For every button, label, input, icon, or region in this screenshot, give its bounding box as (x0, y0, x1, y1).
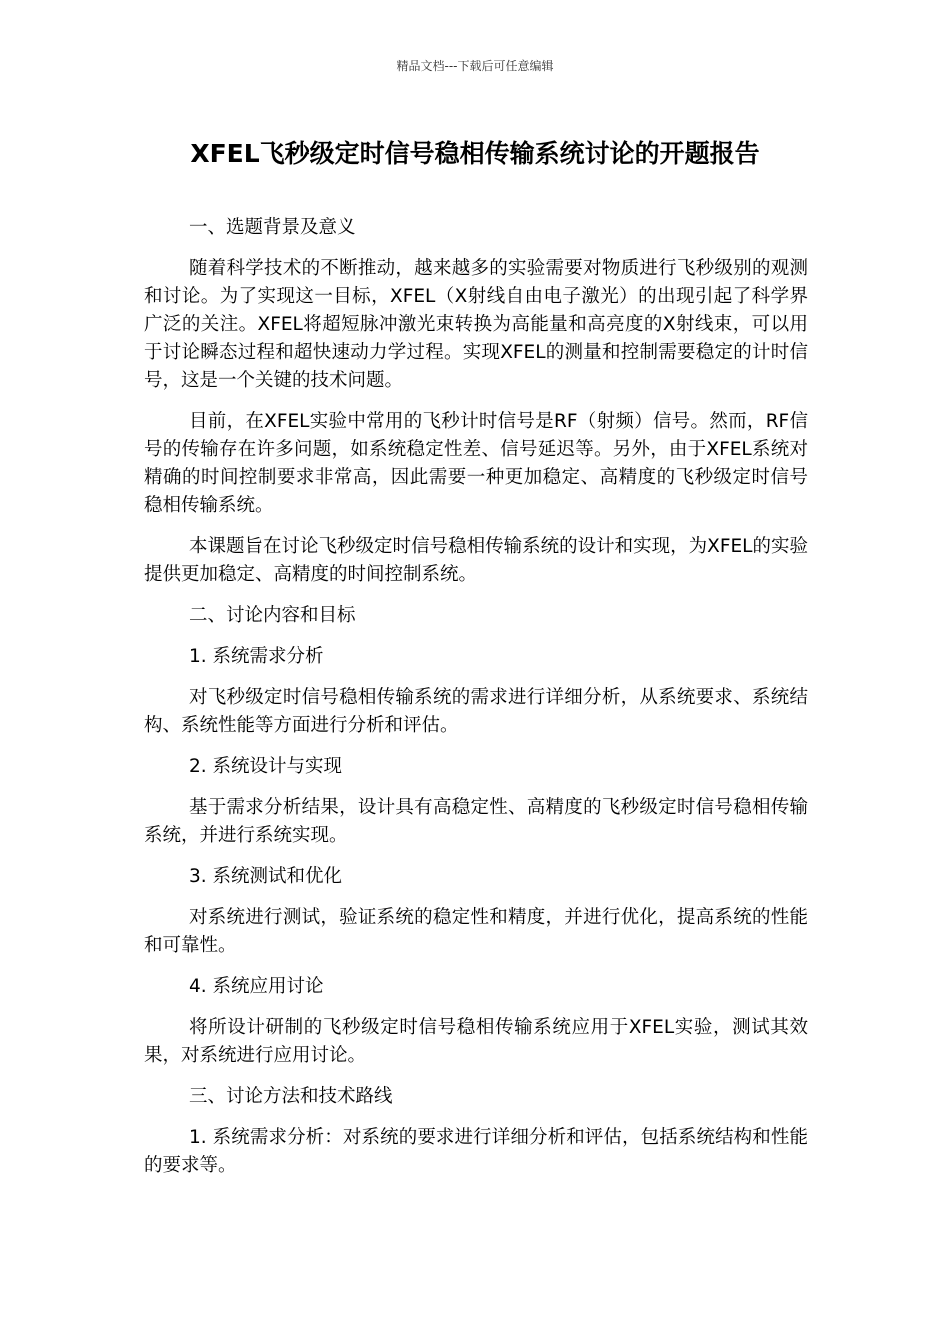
section-heading-content: 二、讨论内容和目标 (189, 605, 356, 626)
paragraph-design: 基于需求分析结果，设计具有高稳定性、高精度的飞秒级定时信号稳相传输系统，并进行系统实现。 (144, 797, 808, 846)
header-note: 精品文档---下载后可任意编辑 (396, 59, 554, 73)
document-body (144, 214, 808, 1193)
paragraph-methods-1: 1. 系统需求分析：对系统的要求进行详细分析和评估，包括系统结构和性能的要求等。 (144, 1127, 808, 1176)
subheading-design: 2. 系统设计与实现 (189, 756, 343, 777)
section-heading-methods: 三、讨论方法和技术路线 (189, 1086, 393, 1107)
section-heading-background: 一、选题背景及意义 (189, 217, 356, 238)
subheading-requirements: 1. 系统需求分析 (189, 646, 324, 667)
document-title: XFEL飞秒级定时信号稳相传输系统讨论的开题报告 (190, 139, 760, 168)
paragraph-testing: 对系统进行测试，验证系统的稳定性和精度，并进行优化，提高系统的性能和可靠性。 (144, 907, 808, 956)
paragraph-background: 随着科学技术的不断推动，越来越多的实验需要对物质进行飞秒级别的观测和讨论。为了实现这一目标，XFEL（X射线自由电子激光）的出现引起了科学界广泛的关注。XFEL将超短脉冲激光束转换为高能量和高亮度的X射线束，可以用于讨论瞬态过程和超快速动力学过程。实现XFEL的测量和控制需要稳定的计时信号，这是一个关键的技术问题。 (144, 258, 808, 391)
paragraph-objective: 本课题旨在讨论飞秒级定时信号稳相传输系统的设计和实现，为XFEL的实验提供更加稳定、高精度的时间控制系统。 (144, 536, 808, 585)
paragraph-current-state: 目前，在XFEL实验中常用的飞秒计时信号是RF（射频）信号。然而，RF信号的传输存在许多问题，如系统稳定性差、信号延迟等。另外，由于XFEL系统对精确的时间控制要求非常高，因此需要一种更加稳定、高精度的飞秒级定时信号稳相传输系统。 (144, 411, 808, 516)
paragraph-application: 将所设计研制的飞秒级定时信号稳相传输系统应用于XFEL实验，测试其效果，对系统进行应用讨论。 (144, 1017, 808, 1066)
subheading-testing: 3. 系统测试和优化 (189, 866, 343, 887)
subheading-application: 4. 系统应用讨论 (189, 976, 324, 997)
paragraph-requirements: 对飞秒级定时信号稳相传输系统的需求进行详细分析，从系统要求、系统结构、系统性能等方面进行分析和评估。 (144, 687, 808, 736)
